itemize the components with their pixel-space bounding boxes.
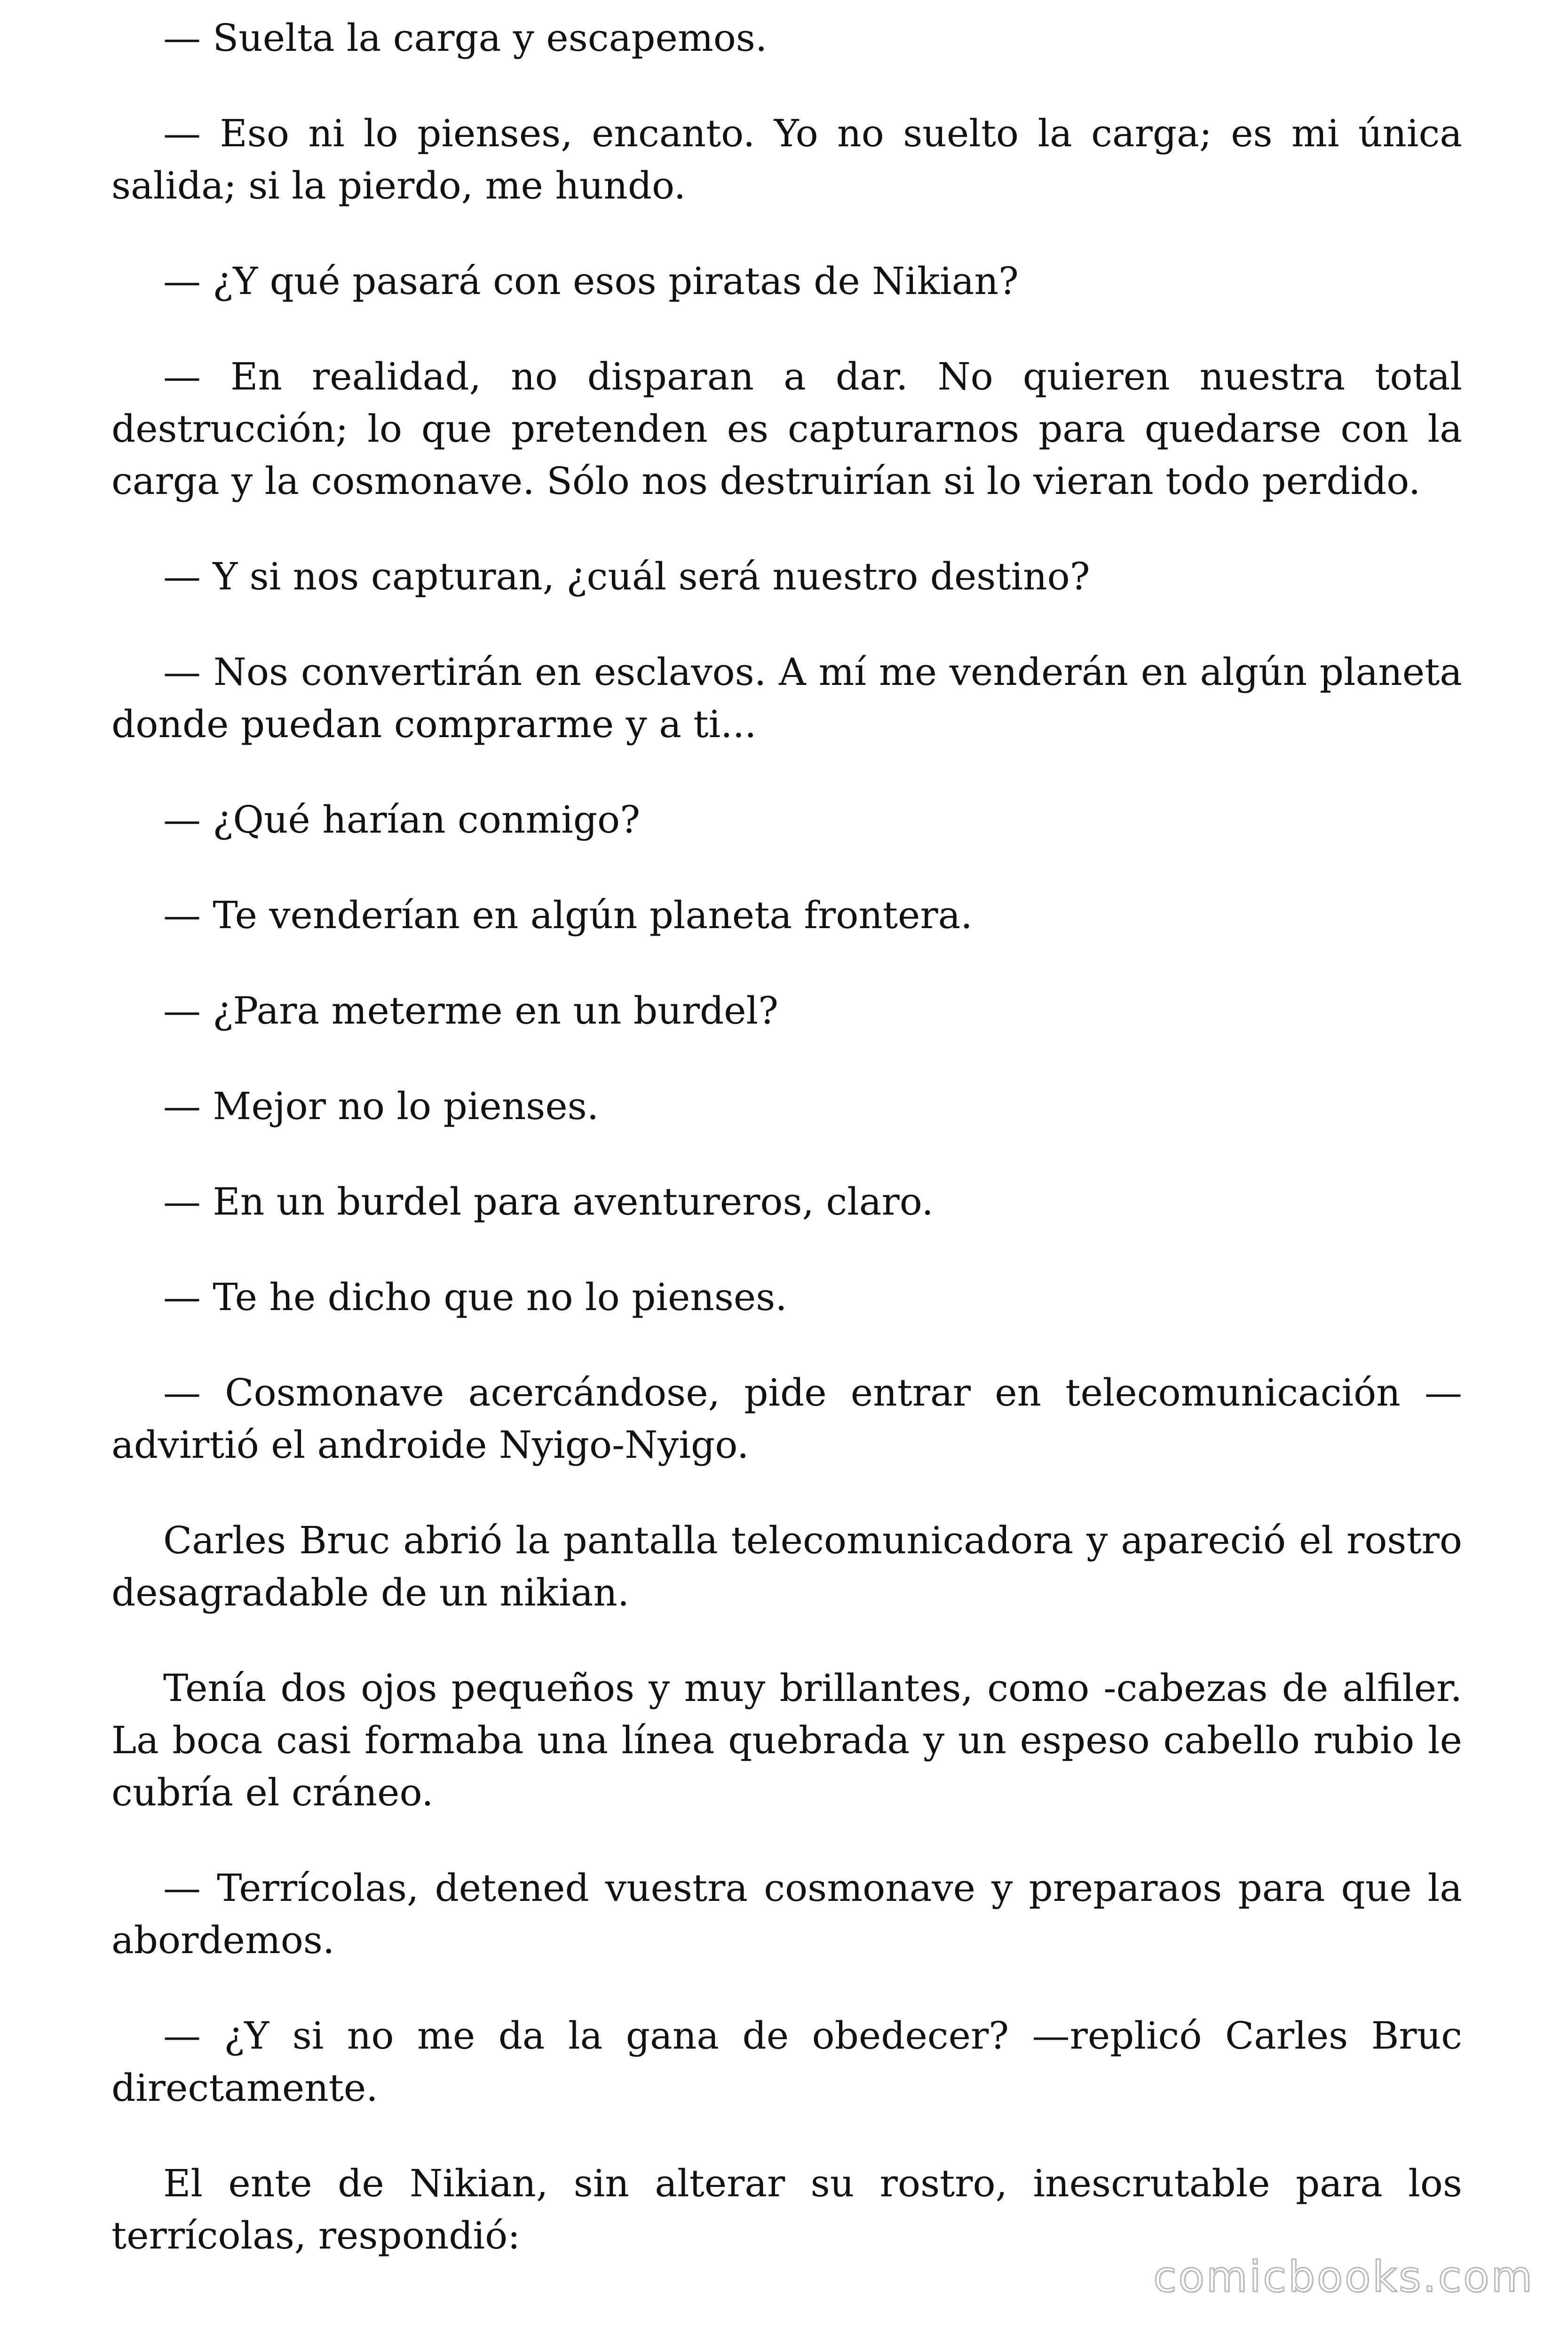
- paragraph: — Terrícolas, detened vuestra cosmonave y preparaos para que la abordemos.: [111, 1866, 1462, 1962]
- text-column: [111, 12, 1462, 2305]
- paragraph: — Eso ni lo pienses, encanto. Yo no suelto la carga; es mi única salida; si la pierdo, me hundo.: [111, 111, 1462, 207]
- paragraph: — Cosmonave acercándose, pide entrar en telecomunicación — advirtió el androide Nyigo-Nyigo.: [111, 1371, 1462, 1467]
- paragraph: — ¿Para meterme en un burdel?: [163, 989, 778, 1033]
- paragraph: — Te he dicho que no lo pienses.: [163, 1275, 787, 1319]
- paragraph: — Mejor no lo pienses.: [163, 1084, 599, 1128]
- watermark-text: comicbooks.com: [1153, 2252, 1534, 2302]
- paragraph: — En un burdel para aventureros, claro.: [163, 1180, 934, 1224]
- paragraph: — Nos convertirán en esclavos. A mí me venderán en algún planeta donde puedan comprarme y a ti...: [111, 650, 1462, 746]
- paragraph: — ¿Y si no me da la gana de obedecer? —replicó Carles Bruc directamente.: [111, 2014, 1462, 2110]
- paragraph: — Te venderían en algún planeta frontera.: [163, 893, 973, 937]
- paragraph: Carles Bruc abrió la pantalla telecomunicadora y apareció el rostro desagradable de un nikian.: [111, 1518, 1462, 1614]
- paragraph: — Suelta la carga y escapemos.: [163, 16, 768, 60]
- paragraph: — Y si nos capturan, ¿cuál será nuestro destino?: [163, 555, 1090, 598]
- paragraph: El ente de Nikian, sin alterar su rostro, inescrutable para los terrícolas, respondió:: [111, 2161, 1462, 2257]
- paragraph: — ¿Qué harían conmigo?: [163, 798, 641, 842]
- paragraph: — En realidad, no disparan a dar. No quieren nuestra total destrucción; lo que pretenden es capturarnos para quedarse con la carga y la cosmonave. Sólo nos destruirían si lo vieran todo perdido.: [111, 355, 1462, 503]
- paragraph: — ¿Y qué pasará con esos piratas de Nikian?: [163, 259, 1019, 303]
- paragraph: Tenía dos ojos pequeños y muy brillantes, como -cabezas de alfiler. La boca casi formaba una línea quebrada y un espeso cabello rubio le cubría el cráneo.: [111, 1666, 1462, 1814]
